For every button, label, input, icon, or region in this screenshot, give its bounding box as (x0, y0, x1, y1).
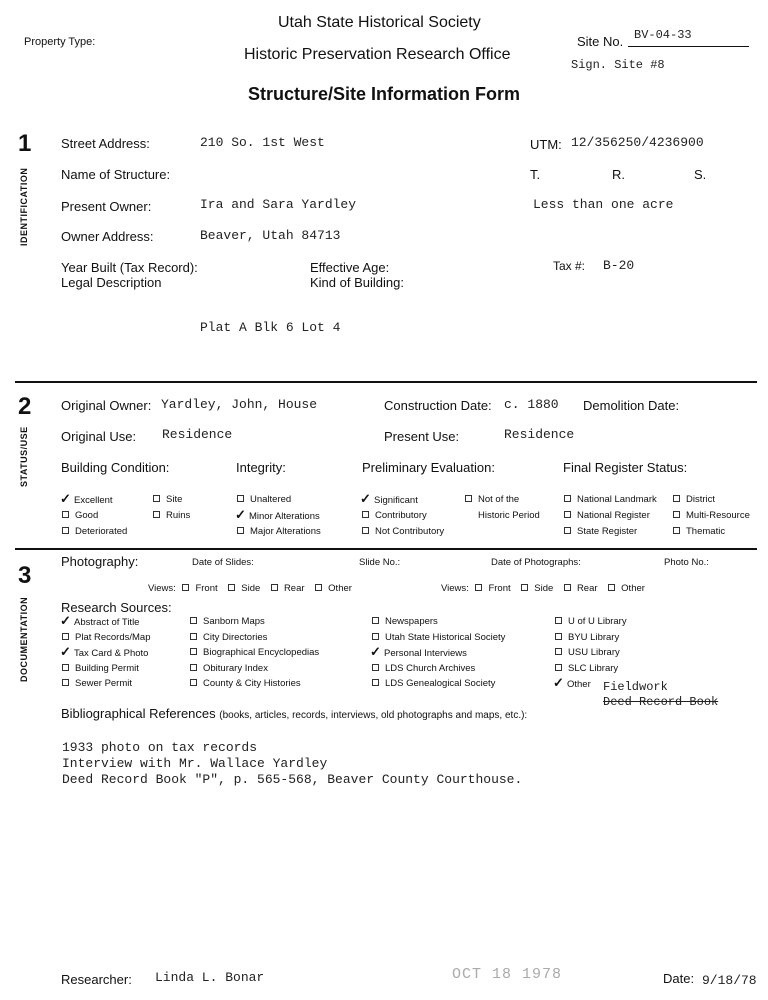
checkbox-icon (372, 679, 379, 686)
section-1-side-label: IDENTIFICATION (19, 167, 29, 246)
biblio-line-3: Deed Record Book "P", p. 565-568, Beaver County Courthouse. (62, 772, 523, 787)
original-owner-value: Yardley, John, House (161, 397, 318, 412)
checkbox-icon (190, 617, 197, 624)
checkbox-icon (190, 664, 197, 671)
slide-view-side[interactable]: Side (228, 583, 260, 594)
checkbox-icon (271, 584, 278, 591)
photo-view-rear[interactable]: Rear (564, 583, 598, 594)
checkbox-icon (465, 495, 472, 502)
present-use-value: Residence (504, 427, 575, 442)
demolition-date-label: Demolition Date: (583, 398, 680, 413)
checkbox-icon (190, 679, 197, 686)
source-other[interactable]: ✓ Other (553, 675, 591, 690)
biblio-label: Bibliographical References (books, articles, records, interviews, old photographs and maps, etc.): (61, 706, 528, 721)
date-photographs-label: Date of Photographs: (491, 557, 581, 568)
integrity-label: Integrity: (236, 460, 286, 475)
register-multi-resource[interactable]: Multi-Resource (673, 510, 750, 521)
slide-views: Views: Front Side Rear Other (148, 583, 352, 594)
condition-ruins[interactable]: Ruins (153, 510, 190, 521)
checkbox-icon (190, 633, 197, 640)
effective-age-label: Effective Age: (310, 260, 390, 275)
checkmark-icon: ✓ (360, 491, 371, 506)
original-use-value: Residence (162, 427, 233, 442)
section-2-number: 2 (18, 393, 32, 420)
checkbox-icon (475, 584, 482, 591)
prelim-historic-period-text: Historic Period (478, 510, 540, 521)
site-note: Sign. Site #8 (571, 58, 665, 72)
section-3-number: 3 (18, 562, 32, 589)
received-stamp: OCT 18 1978 (452, 966, 563, 983)
register-district[interactable]: District (673, 494, 715, 505)
checkmark-icon: ✓ (60, 491, 71, 506)
slide-view-other[interactable]: Other (315, 583, 352, 594)
org-name: Utah State Historical Society (278, 14, 481, 31)
integrity-minor[interactable]: ✓ Minor Alterations (235, 507, 320, 522)
checkbox-icon (372, 633, 379, 640)
original-owner-label: Original Owner: (61, 398, 152, 413)
checkbox-icon (228, 584, 235, 591)
checkbox-icon (555, 617, 562, 624)
checkbox-icon (673, 495, 680, 502)
checkbox-icon (608, 584, 615, 591)
utm-value: 12/356250/4236900 (571, 135, 704, 150)
present-use-label: Present Use: (384, 429, 460, 444)
source-slc[interactable]: SLC Library (555, 663, 618, 674)
checkmark-icon: ✓ (370, 644, 381, 659)
source-plat[interactable]: Plat Records/Map (62, 632, 151, 643)
year-built-label: Year Built (Tax Record): (61, 260, 198, 275)
prelim-not-contributory[interactable]: Not Contributory (362, 526, 444, 537)
date-label: Date: (663, 971, 695, 986)
checkbox-icon (62, 679, 69, 686)
integrity-unaltered[interactable]: Unaltered (237, 494, 291, 505)
owner-label: Present Owner: (61, 199, 152, 214)
section-divider-1 (15, 381, 757, 383)
checkbox-icon (62, 527, 69, 534)
register-national[interactable]: National Register (564, 510, 650, 521)
checkbox-icon (564, 527, 571, 534)
checkbox-icon (62, 511, 69, 518)
final-register-label: Final Register Status: (563, 460, 688, 475)
checkbox-icon (555, 664, 562, 671)
researcher-value: Linda L. Bonar (155, 970, 265, 985)
slide-view-front[interactable]: Front (182, 583, 217, 594)
checkmark-icon: ✓ (553, 675, 564, 690)
street-label: Street Address: (61, 136, 150, 151)
condition-excellent[interactable]: ✓ Excellent (60, 491, 113, 506)
checkbox-icon (555, 633, 562, 640)
source-sewer[interactable]: Sewer Permit (62, 678, 132, 689)
source-bio-encyclopedias[interactable]: Biographical Encyclopedias (190, 647, 319, 658)
source-sanborn[interactable]: Sanborn Maps (190, 616, 265, 627)
register-state[interactable]: State Register (564, 526, 637, 537)
source-lds-archives[interactable]: LDS Church Archives (372, 663, 475, 674)
checkbox-icon (182, 584, 189, 591)
checkbox-icon (153, 495, 160, 502)
checkbox-icon (521, 584, 528, 591)
checkbox-icon (372, 617, 379, 624)
checkbox-icon (237, 495, 244, 502)
prelim-significant[interactable]: ✓ Significant (360, 491, 418, 506)
source-byu[interactable]: BYU Library (555, 632, 619, 643)
form-title: Structure/Site Information Form (248, 84, 521, 104)
source-interviews[interactable]: ✓ Personal Interviews (370, 644, 467, 659)
section-label: S. (694, 167, 707, 182)
checkbox-icon (564, 495, 571, 502)
photo-view-other[interactable]: Other (608, 583, 645, 594)
office-name: Historic Preservation Research Office (244, 46, 511, 63)
other-note-deed-book: Deed Record Book (603, 695, 719, 709)
section-2-side-label: STATUS/USE (19, 426, 29, 487)
section-divider-2 (15, 548, 757, 550)
owner-address-value: Beaver, Utah 84713 (200, 228, 341, 243)
photo-view-side[interactable]: Side (521, 583, 553, 594)
register-thematic[interactable]: Thematic (673, 526, 725, 537)
tax-label: Tax #: (553, 259, 586, 273)
property-type-label: Property Type: (24, 36, 96, 48)
street-value: 210 So. 1st West (200, 135, 325, 150)
site-no-value: BV-04-33 (634, 28, 692, 42)
checkbox-icon (190, 648, 197, 655)
source-county-histories[interactable]: County & City Histories (190, 678, 301, 689)
section-1-number: 1 (18, 130, 32, 157)
checkbox-icon (362, 511, 369, 518)
integrity-major[interactable]: Major Alterations (237, 526, 321, 537)
range-label: R. (612, 167, 625, 182)
research-sources-label: Research Sources: (61, 600, 172, 615)
checkbox-icon (237, 527, 244, 534)
checkbox-icon (153, 511, 160, 518)
checkmark-icon: ✓ (60, 644, 71, 659)
slide-no-label: Slide No.: (359, 557, 401, 568)
photo-view-front[interactable]: Front (475, 583, 510, 594)
checkbox-icon (564, 584, 571, 591)
source-lds-genealogical[interactable]: LDS Genealogical Society (372, 678, 495, 689)
checkbox-icon (315, 584, 322, 591)
source-permit[interactable]: Building Permit (62, 663, 139, 674)
researcher-label: Researcher: (61, 972, 132, 987)
other-note-fieldwork: Fieldwork (603, 680, 668, 694)
checkbox-icon (555, 648, 562, 655)
checkbox-icon (673, 511, 680, 518)
condition-good[interactable]: Good (62, 510, 98, 521)
biblio-line-2: Interview with Mr. Wallace Yardley (62, 756, 328, 771)
source-taxcard[interactable]: ✓ Tax Card & Photo (60, 644, 149, 659)
site-no-label: Site No. (577, 34, 624, 49)
source-city-directories[interactable]: City Directories (190, 632, 267, 643)
checkbox-icon (372, 664, 379, 671)
township-label: T. (530, 167, 541, 182)
source-usu[interactable]: USU Library (555, 647, 620, 658)
photo-views: Views: Front Side Rear Other (441, 583, 645, 594)
legal-description-label: Legal Description (61, 275, 162, 290)
condition-deteriorated[interactable]: Deteriorated (62, 526, 127, 537)
acreage-value: Less than one acre (533, 197, 674, 212)
original-use-label: Original Use: (61, 429, 137, 444)
checkmark-icon: ✓ (235, 507, 246, 522)
owner-address-label: Owner Address: (61, 229, 154, 244)
preliminary-evaluation-label: Preliminary Evaluation: (362, 460, 495, 475)
construction-date-label: Construction Date: (384, 398, 492, 413)
prelim-not-of-period[interactable]: Not of the (465, 494, 519, 505)
checkbox-icon (62, 633, 69, 640)
date-slides-label: Date of Slides: (192, 557, 254, 568)
owner-value: Ira and Sara Yardley (200, 197, 357, 212)
construction-date-value: c. 1880 (504, 397, 559, 412)
checkbox-icon (564, 511, 571, 518)
structure-name-label: Name of Structure: (61, 167, 171, 182)
biblio-line-1: 1933 photo on tax records (62, 740, 258, 755)
date-value: 9/18/78 (702, 973, 757, 988)
utm-label: UTM: (530, 137, 562, 152)
source-uofu[interactable]: U of U Library (555, 616, 627, 627)
section-3-side-label: DOCUMENTATION (19, 596, 29, 682)
tax-value: B-20 (603, 258, 635, 273)
photography-label: Photography: (61, 554, 139, 569)
checkbox-icon (62, 664, 69, 671)
register-landmark[interactable]: National Landmark (564, 494, 657, 505)
source-newspapers[interactable]: Newspapers (372, 616, 438, 627)
kind-of-building-label: Kind of Building: (310, 275, 404, 290)
prelim-contributory[interactable]: Contributory (362, 510, 427, 521)
photo-no-label: Photo No.: (664, 557, 709, 568)
source-ushs[interactable]: Utah State Historical Society (372, 632, 505, 643)
legal-description-value: Plat A Blk 6 Lot 4 (200, 320, 341, 335)
slide-view-rear[interactable]: Rear (271, 583, 305, 594)
source-obituary[interactable]: Obiturary Index (190, 663, 268, 674)
checkmark-icon: ✓ (60, 613, 71, 628)
condition-site[interactable]: Site (153, 494, 182, 505)
checkbox-icon (362, 527, 369, 534)
checkbox-icon (673, 527, 680, 534)
site-no-underline (628, 46, 749, 47)
source-abstract[interactable]: ✓ Abstract of Title (60, 613, 140, 628)
building-condition-label: Building Condition: (61, 460, 170, 475)
